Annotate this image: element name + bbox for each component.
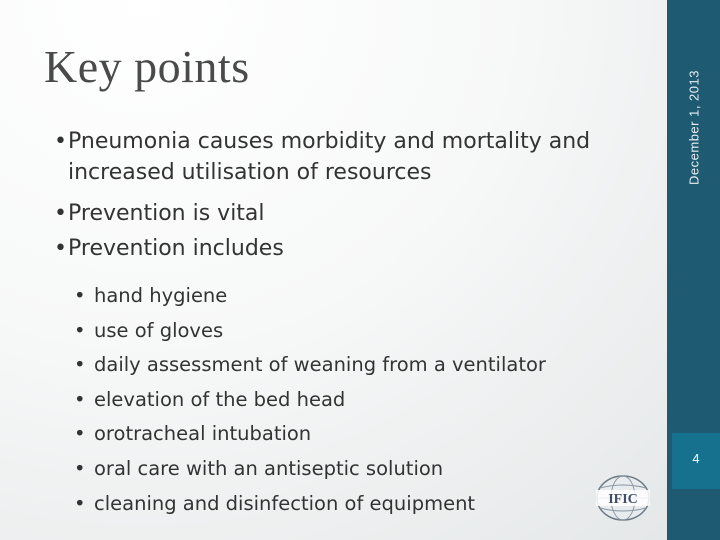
bullet-text: Prevention includes (68, 236, 284, 261)
page-number-box (672, 433, 720, 489)
bullet-item (54, 198, 644, 229)
sub-bullet-item (74, 487, 594, 522)
sub-bullet-text: cleaning and disinfection of equipment (94, 491, 476, 515)
bullet-glyph: • (54, 201, 67, 226)
bullet-glyph: • (74, 422, 86, 446)
sidebar-date: December 1, 2013 (686, 70, 701, 185)
sub-bullet-text: hand hygiene (94, 284, 228, 307)
sub-bullet-item (74, 279, 594, 314)
bullet-glyph: • (74, 353, 86, 377)
sub-bullet-list (74, 279, 594, 521)
bullet-glyph: • (74, 318, 86, 342)
sub-bullet-item (74, 417, 594, 452)
bullet-glyph: • (74, 456, 86, 480)
bullet-glyph: • (74, 491, 86, 515)
logo-text: IFIC (608, 492, 638, 507)
page-number: 4 (692, 451, 700, 466)
bullet-glyph: • (54, 236, 67, 261)
sub-bullet-text: orotracheal intubation (94, 422, 312, 446)
sub-bullet-text: elevation of the bed head (94, 387, 346, 411)
bullet-glyph: • (74, 387, 86, 411)
sub-bullet-text: daily assessment of weaning from a ventilator (94, 353, 546, 377)
sub-bullet-item (74, 383, 594, 418)
sub-bullet-item (74, 348, 594, 383)
sub-bullet-text: use of gloves (94, 318, 224, 342)
bullet-text: Prevention is vital (68, 201, 265, 226)
ific-logo-icon (590, 474, 656, 522)
bullet-item (54, 233, 644, 264)
bullet-glyph: • (54, 129, 67, 154)
bullet-glyph: • (74, 284, 86, 307)
bullet-item (54, 126, 644, 188)
bullet-list (54, 126, 644, 274)
sub-bullet-item (74, 452, 594, 487)
slide-title: Key points (44, 41, 250, 92)
bullet-text: Pneumonia causes morbidity and mortality and increased utilisation of resources (68, 129, 591, 185)
sub-bullet-text: oral care with an antiseptic solution (94, 456, 444, 480)
sub-bullet-item (74, 314, 594, 349)
